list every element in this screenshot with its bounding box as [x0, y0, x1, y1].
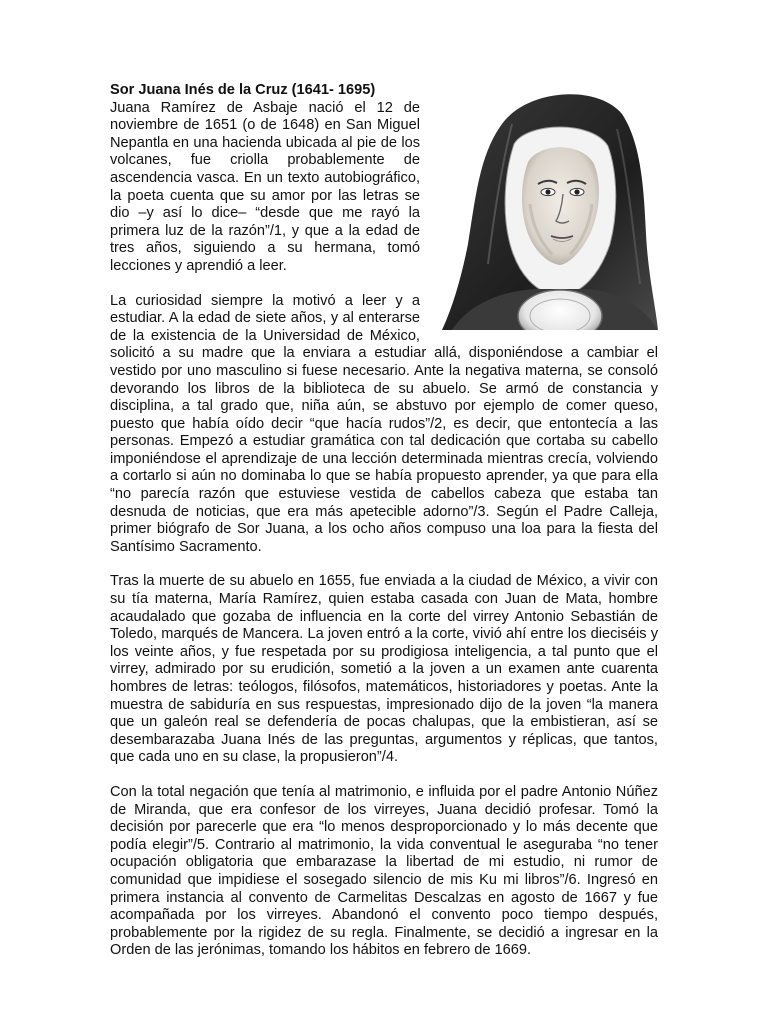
document-title: Sor Juana Inés de la Cruz (1641- 1695) — [110, 82, 376, 98]
paragraph-birth: Juana Ramírez de Asbaje nació el 12 de noviembre de 1651 (o de 1648) en San Miguel Nepantla en una hacienda ubicada al pie de los volcanes, fue criolla probablemente de ascendencia vasca. En un texto autobiográfico, la poeta cuenta que su amor por las letras se dio –y así lo dice– “desde que me rayó la primera luz de la razón”/1, y que a la edad de tres años, siguiendo a su hermana, tomó lecciones y aprendió a leer. — [110, 99, 420, 274]
paragraph-convent: Con la total negación que tenía al matrimonio, e influida por el padre Antonio Núñez de Miranda, que era confesor de los virreyes, Juana decidió profesar. Tomó la decisión por parecerle que era “lo menos desproporcionado y lo más decente que podía elegir”/5. Contrario al matrimonio, la vida conventual le aseguraba “no tener ocupación obligatoria que embarazase la libertad de mi estudio, ni rumor de comunidad que impidiese el sosegado silencio de mis Ku mi libros”/6. Ingresó en primera instancia al convento de Carmelitas Descalzas en agosto de 1667 y fue acompañada por los virreyes. Abandonó el convento poco tiempo después, probablemente por la rigidez de su regla. Finalmente, se decidió a ingresar en la Orden de las jerónimas, tomando los hábitos en febrero de 1669. — [110, 783, 658, 959]
portrait-engraving-icon — [432, 84, 658, 330]
document-page — [110, 82, 658, 977]
paragraph-court: Tras la muerte de su abuelo en 1655, fue enviada a la ciudad de México, a vivir con su tía materna, María Ramírez, quien estaba casada con Juan de Mata, hombre acaudalado que gozaba de influencia en la corte del virrey Antonio Sebastián de Toledo, marqués de Mancera. La joven entró a la corte, vivió ahí entre los dieciséis y los veinte años, y fue respetada por su prodigiosa inteligencia, a tal punto que el virrey, admirado por su erudición, sometió a la joven a un examen ante cuarenta hombres de letras: teólogos, filósofos, matemáticos, historiadores y poetas. Ante la muestra de sabiduría en sus respuestas, impresionado dijo de la joven “la manera que un galeón real se defendería de pocas chalupas, que la embistieran, así se desembarazaba Juana Inés de las preguntas, argumentos y réplicas, que tantos, que cada uno en su clase, la propusieron”/4. — [110, 573, 658, 766]
paragraph-curiosity: La curiosidad siempre la motivó a leer y a estudiar. A la edad de siete años, y al enterarse de la existencia de la Universidad de México, solicitó a su madre que la enviara a estudiar allá, disponiéndose a cambiar el vestido por uno masculino si fuese necesario. Ante la negativa materna, se consoló devorando los libros de la biblioteca de su abuelo. Se armó de constancia y disciplina, a tal grado que, niña aún, se abstuvo por ejemplo de comer queso, puesto que había oído decir “que hacía rudos”/2, es decir, que entontecía a las personas. Empezó a estudiar gramática con tal dedicación que cortaba su cabello imponiéndose el aprendizaje de una lección determinada mientras crecía, volviendo a cortarlo si aún no dominaba lo que se había propuesto aprender, ya que para ella “no parecía razón que estuviese vestida de cabellos cabeza que estaba tan desnuda de noticias, que era más apetecible adorno”/3. Según el Padre Calleja, primer biógrafo de Sor Juana, a los ocho años compuso una loa para la fiesta del Santísimo Sacramento. — [110, 292, 658, 555]
